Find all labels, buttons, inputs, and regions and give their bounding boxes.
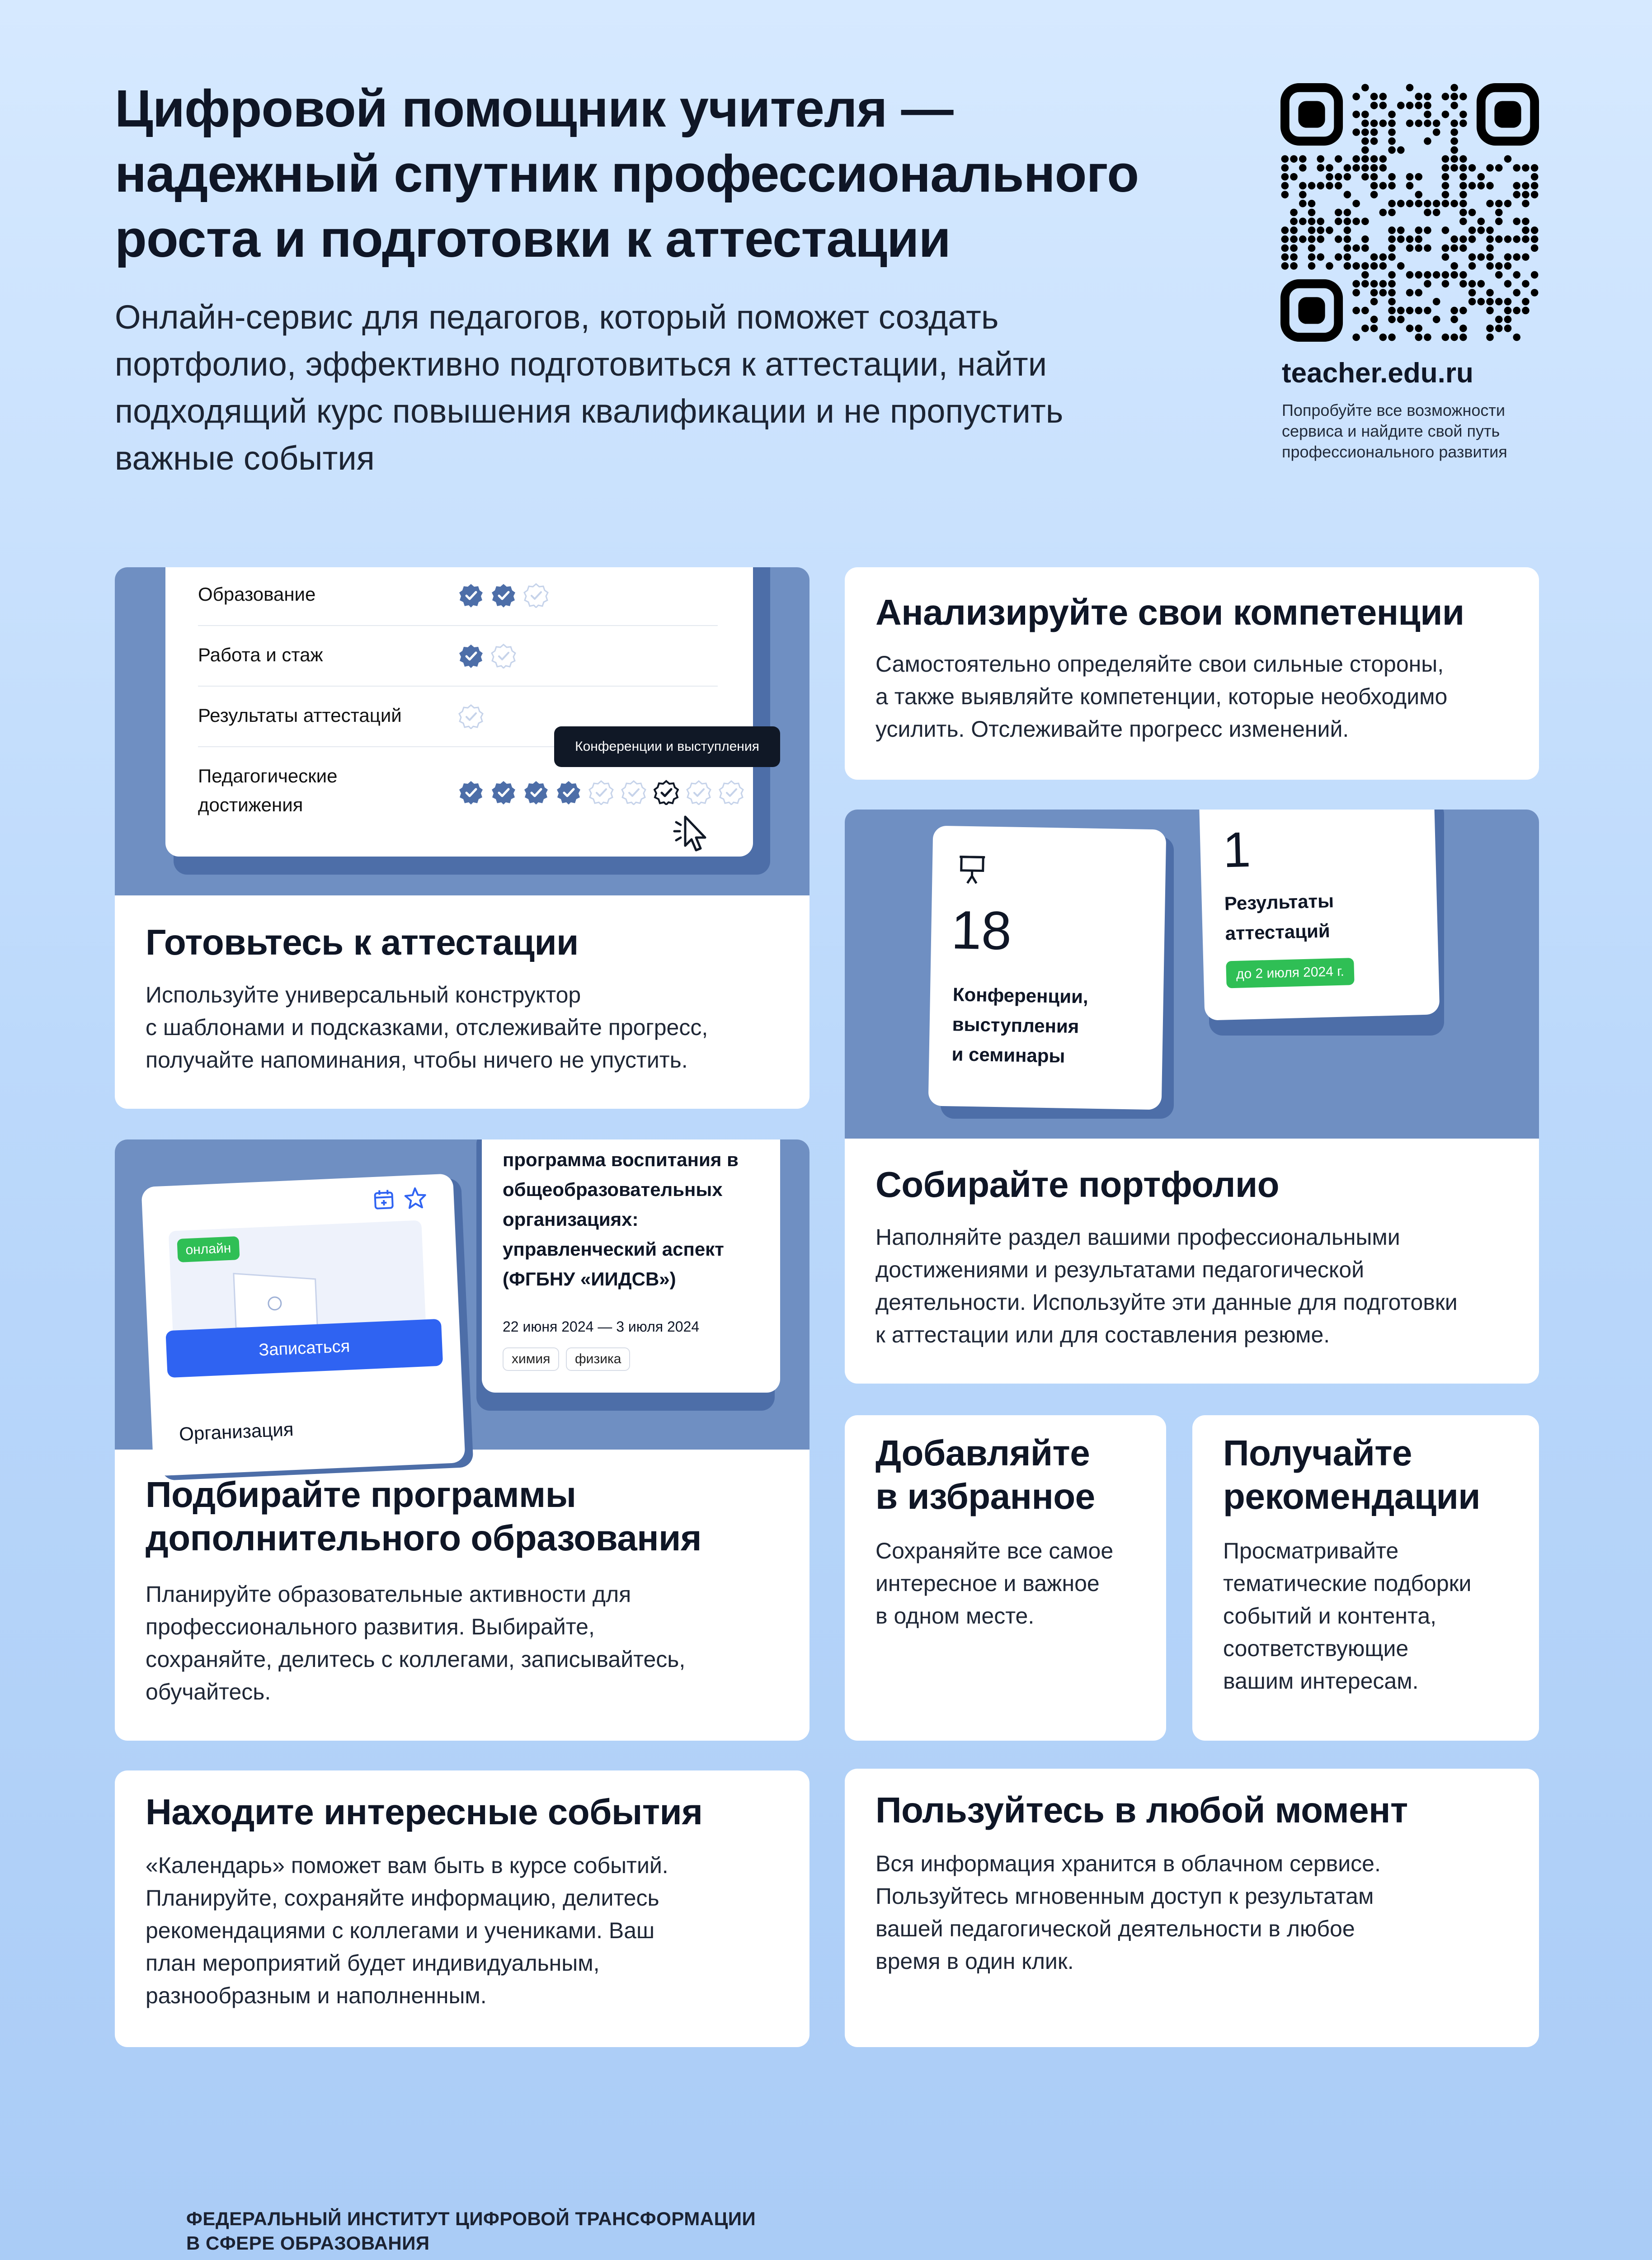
text-line: вашим интересам. xyxy=(1223,1668,1419,1694)
title-line: надежный спутник профессионального xyxy=(115,144,1139,203)
subtitle-line: портфолио, эффективно подготовиться к аттестации, найти xyxy=(115,345,1047,383)
text-line: достижениями и результатами педагогической xyxy=(875,1257,1365,1282)
text-line: Сохраняйте все самое xyxy=(875,1538,1114,1563)
card-title: Пользуйтесь в любой момент xyxy=(875,1790,1408,1830)
text-line: интересное и важное xyxy=(875,1571,1100,1596)
text-line: Вся информация хранится в облачном сервисе. xyxy=(875,1851,1381,1876)
qr-code-icon[interactable] xyxy=(1280,83,1539,342)
stat-label-line: и семинары xyxy=(951,1043,1065,1067)
title-line: Подбирайте программы xyxy=(146,1474,576,1515)
verified-badge-icon xyxy=(491,583,516,608)
star-icon[interactable] xyxy=(403,1186,428,1211)
course-detail[interactable] xyxy=(482,1139,780,1393)
verified-badge-icon xyxy=(458,643,484,669)
text-line: событий и контента, xyxy=(1223,1603,1437,1629)
divider xyxy=(198,625,718,626)
title-line: дополнительного образования xyxy=(146,1518,701,1558)
deadline-badge: до 2 июля 2024 г. xyxy=(1226,958,1354,988)
card-title xyxy=(875,1431,1095,1518)
footer-line: В СФЕРЕ ОБРАЗОВАНИЯ xyxy=(186,2232,430,2254)
verified-badge-icon xyxy=(588,780,614,805)
illustration-area xyxy=(115,567,810,895)
verified-badge-icon xyxy=(621,780,646,805)
card-text xyxy=(875,1535,1113,1632)
text-line: Просматривайте xyxy=(1223,1538,1399,1563)
row-label-line: Педагогические xyxy=(198,765,338,786)
course-name-line: управленческий аспект xyxy=(503,1238,724,1260)
title-line: Цифровой помощник учителя — xyxy=(115,79,953,138)
stat-label-line: аттестаций xyxy=(1224,920,1331,944)
text-line: план мероприятий будет индивидуальным, xyxy=(146,1950,600,1976)
stat-number: 1 xyxy=(1222,821,1252,878)
subtitle-line: важные события xyxy=(115,439,375,477)
page-subtitle xyxy=(115,294,1200,482)
verified-badge-icon xyxy=(556,780,581,805)
row-label: Результаты аттестаций xyxy=(198,705,402,726)
card-text xyxy=(875,648,1447,745)
card-title xyxy=(1223,1431,1480,1518)
achievements-mock xyxy=(165,567,753,857)
row-label: Образование xyxy=(198,584,316,605)
illustration-area xyxy=(115,1139,810,1450)
text-line: усилить. Отслеживайте прогресс изменений. xyxy=(875,716,1349,742)
card-title: Готовьтесь к аттестации xyxy=(146,922,579,962)
card-events xyxy=(115,1770,810,2047)
verified-badge-icon xyxy=(686,780,711,805)
online-badge: онлайн xyxy=(177,1236,240,1262)
site-url[interactable]: teacher.edu.ru xyxy=(1282,358,1473,389)
stat-number: 18 xyxy=(951,899,1012,961)
text-line: Самостоятельно определяйте свои сильные стороны, xyxy=(875,651,1444,677)
text-line: соответствующие xyxy=(1223,1636,1409,1661)
text-line: деятельности. Используйте эти данные для подготовки xyxy=(875,1290,1458,1315)
subtitle-line: подходящий курс повышения квалификации и не пропустить xyxy=(115,392,1064,430)
card-programs xyxy=(115,1139,810,1741)
qr-caption-line: Попробуйте все возможности xyxy=(1282,401,1506,419)
enroll-button[interactable]: Записаться xyxy=(165,1319,443,1378)
text-line: Наполняйте раздел вашими профессиональными xyxy=(875,1224,1400,1250)
card-text xyxy=(146,1578,685,1708)
row-label-line: достижения xyxy=(198,794,303,815)
card-text xyxy=(146,979,708,1076)
course-name xyxy=(503,1145,739,1294)
text-line: к аттестации или для составления резюме. xyxy=(875,1322,1330,1347)
verified-badge-icon xyxy=(719,780,744,805)
tooltip: Конференции и выступления xyxy=(554,726,780,767)
course-card[interactable] xyxy=(141,1173,465,1476)
text-line: рекомендациями с коллегами и учениками. Ваш xyxy=(146,1918,655,1943)
verified-badge-icon xyxy=(491,780,516,805)
verified-badge-icon xyxy=(458,704,484,729)
stat-label-line: Конференции, xyxy=(952,984,1089,1008)
page-title xyxy=(115,76,1200,271)
text-line: с шаблонами и подсказками, отслеживайте прогресс, xyxy=(146,1015,708,1040)
text-line: обучайтесь. xyxy=(146,1679,271,1704)
qr-caption-line: профессионального развития xyxy=(1282,443,1507,461)
calendar-add-icon[interactable] xyxy=(372,1188,395,1211)
footer-organization xyxy=(186,2207,756,2255)
text-line: тематические подборки xyxy=(1223,1571,1472,1596)
card-text xyxy=(875,1847,1381,1978)
subtitle-line: Онлайн-сервис для педагогов, который поможет создать xyxy=(115,298,999,336)
title-line: роста и подготовки к аттестации xyxy=(115,209,951,268)
tag[interactable]: химия xyxy=(503,1347,559,1371)
card-competence xyxy=(845,567,1539,780)
text-line: Планируйте образовательные активности для xyxy=(146,1582,631,1607)
presentation-icon xyxy=(957,853,987,890)
course-name-line: организациях: xyxy=(503,1209,639,1230)
card-recommendations xyxy=(1192,1415,1539,1741)
text-line: Планируйте, сохраняйте информацию, делитесь xyxy=(146,1885,659,1911)
text-line: в одном месте. xyxy=(875,1603,1035,1629)
title-line: Получайте xyxy=(1223,1433,1412,1473)
title-line: Добавляйте xyxy=(875,1433,1090,1473)
card-title xyxy=(146,1473,701,1560)
stat-label xyxy=(1224,886,1335,948)
verified-badge-icon xyxy=(491,643,516,669)
text-line: профессионального развития. Выбирайте, xyxy=(146,1614,595,1639)
card-text xyxy=(146,1849,668,2012)
text-line: Используйте универсальный конструктор xyxy=(146,982,581,1008)
course-dates: 22 июня 2024 — 3 июля 2024 xyxy=(503,1318,700,1335)
text-line: время в один клик. xyxy=(875,1949,1074,1974)
stat-card-conferences[interactable] xyxy=(928,826,1167,1110)
organization-label: Организация xyxy=(179,1418,294,1445)
qr-caption-line: сервиса и найдите свой путь xyxy=(1282,422,1500,440)
verified-badge-icon xyxy=(458,583,484,608)
divider xyxy=(198,686,718,687)
verified-badge-icon xyxy=(523,780,549,805)
text-line: разнообразным и наполненным. xyxy=(146,1983,487,2008)
card-attestation xyxy=(115,567,810,1109)
card-portfolio xyxy=(845,810,1539,1384)
text-line: получайте напоминания, чтобы ничего не упустить. xyxy=(146,1047,688,1073)
stat-card-attestations[interactable] xyxy=(1199,810,1440,1021)
course-name-line: программа воспитания в xyxy=(503,1149,739,1170)
stat-label xyxy=(951,979,1088,1071)
title-line: рекомендации xyxy=(1223,1476,1480,1516)
illustration-area xyxy=(845,810,1539,1139)
row-label-achievements xyxy=(198,762,337,819)
stat-label-line: Результаты xyxy=(1224,890,1334,914)
card-title: Находите интересные события xyxy=(146,1792,703,1832)
qr-caption xyxy=(1282,400,1553,462)
text-line: сохраняйте, делитесь с коллегами, записывайтесь, xyxy=(146,1647,686,1672)
card-title: Анализируйте свои компетенции xyxy=(875,592,1464,632)
card-anytime xyxy=(845,1769,1539,2047)
row-label: Работа и стаж xyxy=(198,644,323,665)
verified-badge-icon xyxy=(458,780,484,805)
cursor-icon xyxy=(672,809,712,854)
stat-label-line: выступления xyxy=(952,1013,1079,1037)
title-line: в избранное xyxy=(875,1476,1095,1516)
card-text xyxy=(1223,1535,1471,1697)
course-name-line: (ФГБНУ «ИИДСВ») xyxy=(503,1268,676,1290)
tag[interactable]: физика xyxy=(566,1347,630,1371)
text-line: а также выявляйте компетенции, которые необходимо xyxy=(875,684,1448,709)
footer-line: ФЕДЕРАЛЬНЫЙ ИНСТИТУТ ЦИФРОВОЙ ТРАНСФОРМАЦИИ xyxy=(186,2208,756,2229)
text-line: вашей педагогической деятельности в любое xyxy=(875,1916,1355,1941)
card-favorites xyxy=(845,1415,1166,1741)
text-line: «Календарь» поможет вам быть в курсе событий. xyxy=(146,1853,668,1878)
verified-badge-icon[interactable] xyxy=(654,780,679,805)
verified-badge-icon xyxy=(523,583,549,608)
course-name-line: общеобразовательных xyxy=(503,1179,723,1200)
card-text xyxy=(875,1221,1458,1351)
text-line: Пользуйтесь мгновенным доступ к результатам xyxy=(875,1883,1374,1909)
card-title: Собирайте портфолио xyxy=(875,1164,1280,1205)
